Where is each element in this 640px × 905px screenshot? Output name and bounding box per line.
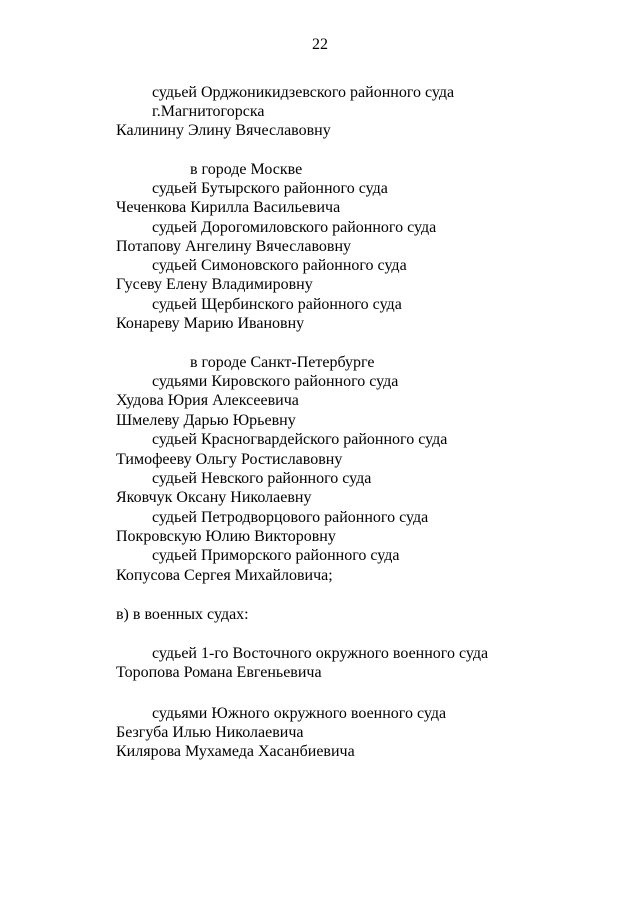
court-position-line: судьей Приморского районного суда — [152, 547, 400, 564]
court-position-line: судьей Орджоникидзевского районного суда — [152, 84, 455, 101]
section-heading: в) в военных судах: — [116, 606, 249, 623]
appointee-name: Худова Юрия Алексеевича — [116, 392, 299, 409]
court-position-line: судьей Щербинского районного суда — [152, 296, 402, 313]
court-position-line: судьей Симоновского районного суда — [152, 257, 407, 274]
page-number: 22 — [312, 36, 328, 53]
appointee-name: Калинину Элину Вячеславовну — [116, 122, 331, 139]
court-position-line: судьями Кировского районного суда — [152, 373, 399, 390]
appointee-name: Яковчук Оксану Николаевну — [116, 489, 312, 506]
city-heading: в городе Москве — [190, 161, 303, 178]
court-city-line: г.Магнитогорска — [152, 103, 265, 120]
court-position-line: судьей 1-го Восточного окружного военного суда — [152, 645, 489, 662]
court-position-line: судьей Дорогомиловского районного суда — [152, 219, 437, 236]
court-position-line: судьями Южного окружного военного суда — [152, 705, 447, 722]
appointee-name: Конареву Марию Ивановну — [116, 315, 305, 332]
court-position-line: судьей Невского районного суда — [152, 470, 372, 487]
appointee-name: Копусова Сергея Михайловича; — [116, 567, 333, 584]
appointee-name: Тимофееву Ольгу Ростиславовну — [116, 451, 343, 468]
appointee-name: Покровскую Юлию Викторовну — [116, 528, 336, 545]
appointee-name: Гусеву Елену Владимировну — [116, 276, 313, 293]
appointee-name: Шмелеву Дарью Юрьевну — [116, 412, 296, 429]
appointee-name: Безгуба Илью Николаевича — [116, 724, 304, 741]
court-position-line: судьей Петродворцового районного суда — [152, 509, 429, 526]
appointee-name: Килярова Мухамеда Хасанбиевича — [116, 743, 355, 760]
court-position-line: судьей Бутырского районного суда — [152, 180, 388, 197]
court-position-line: судьей Красногвардейского районного суда — [152, 431, 448, 448]
appointee-name: Потапову Ангелину Вячеславовну — [116, 238, 351, 255]
appointee-name: Чеченкова Кирилла Васильевича — [116, 199, 341, 216]
city-heading: в городе Санкт-Петербурге — [190, 354, 375, 371]
appointee-name: Торопова Романа Евгеньевича — [116, 664, 322, 681]
